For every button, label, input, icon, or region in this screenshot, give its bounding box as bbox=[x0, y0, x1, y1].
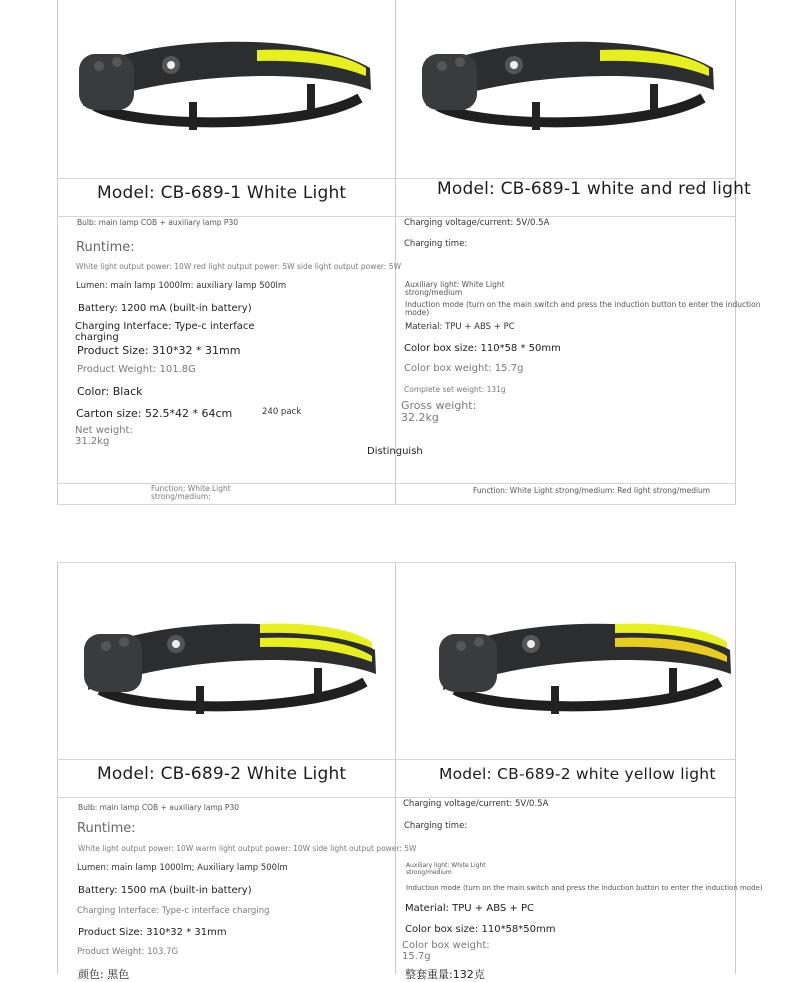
runtime-label-2: Runtime: bbox=[77, 821, 136, 836]
pack-count: 240 pack bbox=[262, 407, 302, 417]
charging-voltage-spec: Charging voltage/current: 5V/0.5A bbox=[404, 218, 550, 228]
induction-mode-spec: Induction mode (turn on the main switch and press the induction button to enter the induction mode) bbox=[405, 300, 761, 318]
model-title-right: Model: CB-689-1 white and red light bbox=[437, 179, 751, 199]
grid-line bbox=[57, 0, 58, 505]
headlamp-image-cb689-1-white-red bbox=[418, 28, 718, 138]
model-title-left-2: Model: CB-689-2 White Light bbox=[97, 764, 347, 784]
lumen-spec-2: Lumen: main lamp 1000lm; Auxiliary lamp 500lm bbox=[77, 863, 288, 873]
model-title-left: Model: CB-689-1 White Light bbox=[97, 183, 347, 203]
function-spec-left: Function: White Light strong/medium; bbox=[151, 484, 231, 502]
product-weight-spec: Product Weight: 101.8G bbox=[77, 364, 196, 375]
charging-voltage-spec-2: Charging voltage/current: 5V/0.5A bbox=[403, 799, 549, 809]
grid-line bbox=[57, 797, 736, 798]
color-box-size-spec-2: Color box size: 110*58*50mm bbox=[405, 924, 556, 935]
grid-line bbox=[57, 759, 736, 760]
carton-size-spec: Carton size: 52.5*42 * 64cm bbox=[76, 407, 233, 420]
grid-line bbox=[57, 216, 736, 217]
headlamp-image-cb689-1-white bbox=[75, 28, 375, 138]
color-box-size-spec: Color box size: 110*58 * 50mm bbox=[404, 343, 561, 354]
charging-time-spec: Charging time: bbox=[404, 239, 468, 249]
product-size-spec-2: Product Size: 310*32 * 31mm bbox=[78, 927, 227, 938]
output-power-spec: White light output power: 10W red light output power: 5W side light output power: 5W bbox=[76, 262, 401, 271]
output-power-spec-2: White light output power: 10W warm light output power: 10W side light output power: 5W bbox=[78, 844, 417, 853]
bulb-spec: Bulb: main lamp COB + auxiliary lamp P30 bbox=[77, 218, 238, 227]
material-spec-2: Material: TPU + ABS + PC bbox=[405, 903, 534, 914]
grid-line bbox=[57, 562, 58, 974]
color-box-weight-spec-2: Color box weight: 15.7g bbox=[402, 940, 490, 962]
color-spec: Color: Black bbox=[77, 385, 143, 398]
product-weight-spec-2: Product Weight: 103.7G bbox=[77, 947, 179, 957]
complete-set-weight-spec-2: 整套重量:132克 bbox=[405, 968, 485, 981]
charging-interface-spec-2: Charging Interface: Type-c interface charging bbox=[77, 906, 270, 916]
grid-line bbox=[735, 0, 736, 505]
bulb-spec-2: Bulb: main lamp COB + auxiliary lamp P30 bbox=[78, 803, 239, 812]
grid-line bbox=[735, 562, 736, 974]
auxiliary-light-spec-2: Auxiliary light: White Light strong/medium bbox=[406, 862, 486, 876]
induction-mode-spec-2: Induction mode (turn on the main switch and press the induction button to enter the induction mode) bbox=[406, 884, 763, 892]
runtime-label: Runtime: bbox=[76, 240, 135, 255]
complete-set-weight-spec: Complete set weight: 131g bbox=[404, 385, 506, 394]
grid-line bbox=[395, 0, 396, 505]
color-box-weight-spec: Color box weight: 15.7g bbox=[404, 363, 524, 374]
auxiliary-light-spec: Auxiliary light: White Light strong/medium bbox=[405, 280, 505, 298]
charging-time-spec-2: Charging time: bbox=[404, 821, 468, 831]
material-spec: Material: TPU + ABS + PC bbox=[405, 322, 515, 332]
lumen-spec: Lumen: main lamp 1000lm: auxiliary lamp 500lm bbox=[76, 281, 287, 291]
color-spec-2: 颜色: 黑色 bbox=[78, 968, 130, 981]
grid-line bbox=[395, 562, 396, 974]
battery-spec: Battery: 1200 mA (built-in battery) bbox=[78, 303, 252, 314]
grid-line bbox=[57, 562, 736, 563]
distinguish-label: Distinguish bbox=[367, 446, 423, 457]
headlamp-image-cb689-2-white-yellow bbox=[435, 610, 735, 720]
charging-interface-spec: Charging Interface: Type-c interface charging bbox=[75, 321, 255, 343]
grid-line bbox=[57, 504, 736, 505]
gross-weight-spec: Gross weight: 32.2kg bbox=[401, 399, 477, 425]
net-weight-spec: Net weight: 31.2kg bbox=[75, 425, 133, 447]
battery-spec-2: Battery: 1500 mA (built-in battery) bbox=[78, 885, 252, 896]
product-size-spec: Product Size: 310*32 * 31mm bbox=[77, 344, 241, 357]
model-title-right-2: Model: CB-689-2 white yellow light bbox=[439, 765, 716, 783]
headlamp-image-cb689-2-white bbox=[80, 610, 380, 720]
function-spec-right: Function: White Light strong/medium: Red light strong/medium bbox=[473, 486, 711, 495]
